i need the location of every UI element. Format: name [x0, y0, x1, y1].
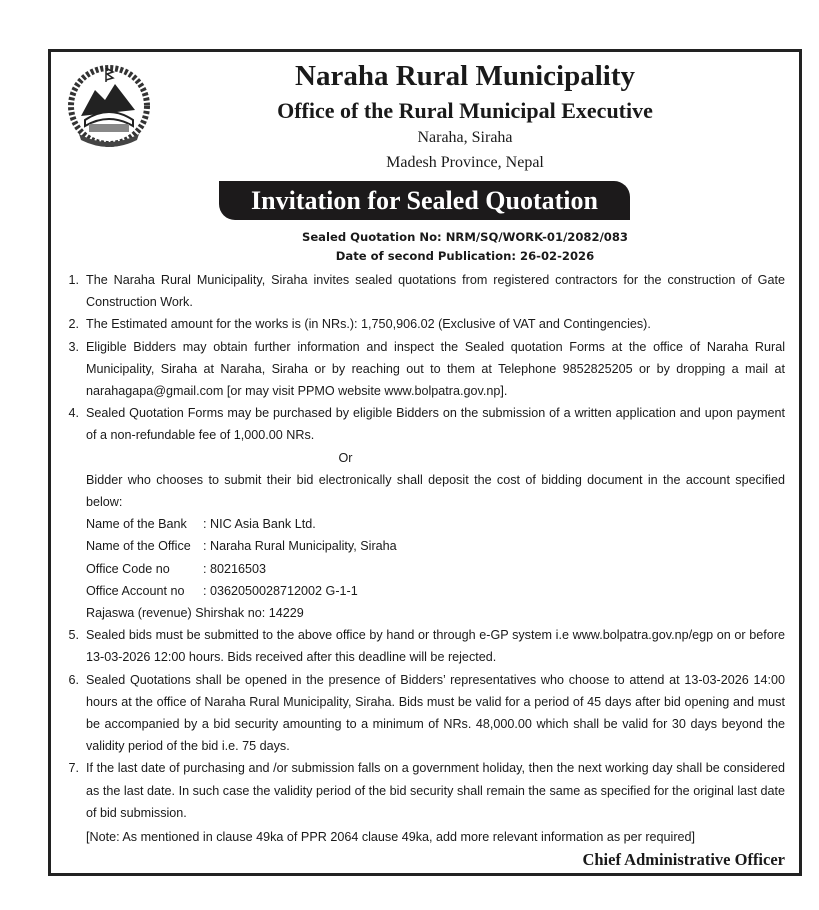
- notice-meta: [51, 228, 799, 266]
- clause-4: [59, 402, 785, 624]
- clause-number: 3.: [68, 339, 79, 354]
- organization-name: Naraha Rural Municipality: [295, 60, 635, 92]
- bank-detail-value: : NIC Asia Bank Ltd.: [203, 517, 316, 532]
- clause-text: Eligible Bidders may obtain further information and inspect the Sealed quotation Forms at the office of Naraha Rural Municipality, Siraha at Naraha, Siraha or by reaching out to them at Telephone 9852825205 or by dropping a mail at narahagapa@gmail.com [or may visit PPMO website www.bolpatra.gov.np].: [86, 339, 785, 399]
- revenue-heading-row: Rajaswa (revenue) Shirshak no: 14229: [86, 606, 304, 621]
- clause-6: [59, 669, 785, 758]
- clause-text: The Estimated amount for the works is (in NRs.): 1,750,906.02 (Exclusive of VAT and Contingencies).: [86, 317, 651, 332]
- office-name: Office of the Rural Municipal Executive: [277, 98, 653, 123]
- bank-detail-value: : 0362050028712002 G-1-1: [203, 583, 358, 598]
- address-line-1: Naraha, Siraha: [417, 129, 513, 146]
- clause-7: [59, 757, 785, 824]
- bank-detail-label: Name of the Office: [86, 539, 191, 554]
- notice-title-banner: Invitation for Sealed Quotation: [219, 181, 630, 220]
- bank-detail-value: : Naraha Rural Municipality, Siraha: [203, 539, 397, 554]
- notice-frame: [48, 49, 802, 876]
- bank-detail-label: Office Code no: [86, 561, 170, 576]
- bank-name-row: [86, 513, 785, 535]
- office-name-row: [86, 535, 785, 557]
- notice-body: [59, 269, 785, 872]
- clause-number: 5.: [68, 628, 79, 643]
- clause-text: Sealed bids must be submitted to the above office by hand or through e-GP system i.e www.bolpatra.gov.np/egp on or before 13-03-2026 12:00 hours. Bids received after this deadline will be rejected.: [86, 628, 785, 665]
- clause-number: 7.: [68, 761, 79, 776]
- bank-detail-label: Office Account no: [86, 583, 185, 598]
- office-account-row: [86, 580, 785, 602]
- clause-text: The Naraha Rural Municipality, Siraha invites sealed quotations from registered contractors for the construction of Gate Construction Work.: [86, 273, 785, 310]
- clause-text: Sealed Quotations shall be opened in the presence of Bidders’ representatives who choose to attend at 13-03-2026 14:00 hours at the office of Naraha Rural Municipality, Siraha. Bids must be valid for a period of 45 days after bid opening and must be accompanied by a bid security amounting to a minimum of NRs. 48,000.00 which shall be valid for 30 days beyond the validity period of the bid i.e. 75 days.: [86, 672, 785, 754]
- clause-text-electronic: Bidder who chooses to submit their bid electronically shall deposit the cost of bidding document in the account specified below:: [86, 472, 785, 510]
- clause-2: [59, 313, 785, 335]
- clause-number: 1.: [68, 273, 79, 287]
- bank-detail-value: : 80216503: [203, 561, 267, 576]
- or-separator: Or: [338, 450, 353, 465]
- quotation-number: Sealed Quotation No: NRM/SQ/WORK-01/2082/083: [301, 230, 629, 244]
- signatory-title: Chief Administrative Officer: [582, 850, 785, 870]
- clause-text: If the last date of purchasing and /or submission falls on a government holiday, then the next working day shall be considered as the last date. In such case the validity period of the bid security shall remain the same as specified for the original last date of bid submission.: [86, 761, 785, 820]
- clause-number: 2.: [68, 317, 79, 332]
- office-code-row: [86, 558, 785, 580]
- clause-number: 6.: [68, 672, 79, 687]
- bank-detail-label: Name of the Bank: [86, 517, 187, 532]
- clause-3: [59, 336, 785, 403]
- note-text: [Note: As mentioned in clause 49ka of PPR 2064 clause 49ka, add more relevant information as per required]: [86, 830, 696, 845]
- clause-number: 4.: [68, 406, 79, 421]
- address-line-2: Madesh Province, Nepal: [386, 154, 544, 171]
- clause-list: [59, 269, 785, 824]
- notice-header: [51, 58, 799, 175]
- clause-text: Sealed Quotation Forms may be purchased by eligible Bidders on the submission of a written application and upon payment of a non-refundable fee of 1,000.00 NRs.: [86, 406, 785, 443]
- publication-date: Date of second Publication: 26-02-2026: [335, 249, 595, 263]
- clause-5: [59, 624, 785, 668]
- clause-1: [59, 269, 785, 313]
